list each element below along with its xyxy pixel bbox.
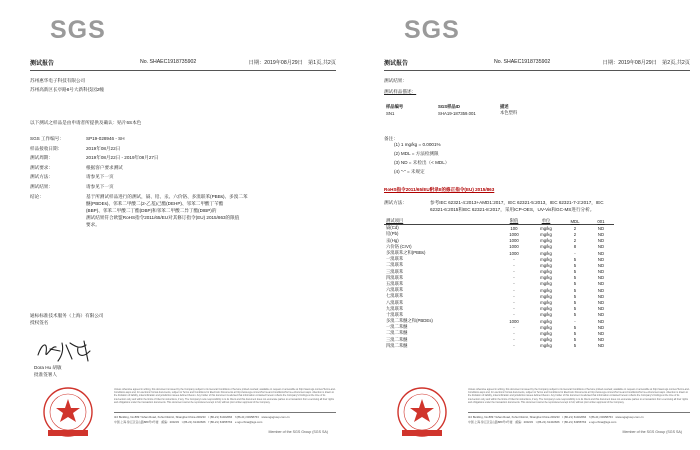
- limit-value: 1000: [509, 318, 519, 324]
- sample-no: SN1: [386, 110, 395, 116]
- result-value: ND: [597, 256, 605, 262]
- limit-value: -: [513, 269, 515, 275]
- test-item: 七溴联苯: [386, 293, 404, 299]
- report-page-1: [4, 6, 342, 446]
- limit-value: -: [513, 256, 515, 262]
- unit-value: mg/kg: [540, 250, 552, 256]
- test-item: 六价铬 (CrVI): [386, 243, 412, 249]
- inspection-stamp-icon: [34, 384, 102, 442]
- limit-value: -: [513, 281, 515, 287]
- note-item: (2) MDL = 方法检测限: [394, 151, 439, 156]
- test-item: 三溴二苯醚: [386, 336, 408, 342]
- report-number: No. SHAEC1918735902: [140, 59, 197, 65]
- mdl-value: 2: [573, 225, 577, 231]
- col-description: 描述: [500, 104, 509, 110]
- mdl-value: -: [574, 318, 576, 324]
- limit-value: 100: [510, 225, 518, 231]
- table-row: [384, 343, 614, 349]
- limit-value: -: [513, 306, 515, 312]
- result-value: ND: [597, 231, 605, 237]
- table-row: [384, 110, 519, 116]
- unit-value: mg/kg: [540, 287, 552, 293]
- page-header: [384, 58, 690, 70]
- result-value: ND: [597, 262, 605, 268]
- unit-value: mg/kg: [540, 281, 552, 287]
- mdl-value: 5: [573, 262, 577, 268]
- result-value: ND: [597, 312, 605, 318]
- note-item: (3) ND = 未检出（< MDL）: [394, 160, 450, 165]
- handwritten-signature: [34, 337, 104, 363]
- test-item: 一溴二苯醚: [386, 324, 408, 330]
- col-limit: 限值: [509, 218, 519, 224]
- unit-value: mg/kg: [540, 306, 552, 312]
- test-item: 多溴二苯醚之和(PBDEs): [386, 318, 433, 324]
- test-item: 一溴联苯: [386, 256, 404, 262]
- unit-value: mg/kg: [540, 269, 552, 275]
- col-test-item: 测试项目: [386, 218, 404, 224]
- limit-value: -: [513, 330, 515, 336]
- field-value: 2019年08月22日 - 2019年08月27日: [86, 155, 159, 160]
- unit-value: mg/kg: [540, 293, 552, 299]
- field-value: 2019年08月22日: [86, 145, 121, 151]
- limit-value: -: [513, 343, 515, 349]
- result-value: ND: [597, 275, 605, 281]
- limit-value: -: [513, 262, 515, 268]
- result-value: ND: [597, 225, 605, 231]
- unit-value: mg/kg: [540, 262, 552, 268]
- limit-value: -: [513, 293, 515, 299]
- result-value: ND: [597, 318, 605, 324]
- notes-label: 备注：: [384, 136, 398, 141]
- field-value: SP19-028946 - SH: [86, 136, 125, 141]
- col-unit: 单位: [541, 218, 551, 224]
- test-item: 汞(Hg): [386, 237, 399, 243]
- limit-value: 1000: [509, 231, 519, 237]
- result-value: ND: [597, 343, 605, 349]
- test-item: 十溴联苯: [386, 311, 404, 317]
- test-item: 四溴二苯醚: [386, 342, 408, 348]
- unit-value: mg/kg: [540, 300, 552, 306]
- field-label: 测试要求：: [30, 164, 53, 170]
- mdl-value: 5: [573, 343, 577, 349]
- report-title: 测试报告: [30, 61, 55, 67]
- result-value: ND: [597, 306, 605, 312]
- unit-value: mg/kg: [540, 225, 552, 231]
- test-item: 铅(Pb): [386, 231, 399, 237]
- test-item: 二溴二苯醚: [386, 330, 408, 336]
- conclusion-line: 要求。: [86, 222, 100, 227]
- rohs-title: RoHS指令2011/65/EU附录II的修正指令(EU) 2015/863: [384, 187, 495, 192]
- note-item: (1) 1 mg/kg = 0.0001%: [394, 142, 441, 147]
- limit-value: 1000: [509, 244, 519, 250]
- conclusion-line: (BBP)、邻苯二甲酸二丁酯(DBP)和邻苯二甲酸二异丁酯(DIBP)的: [86, 208, 217, 213]
- conclusion-label: 结论：: [30, 194, 44, 199]
- unit-value: mg/kg: [540, 324, 552, 330]
- result-value: ND: [597, 324, 605, 330]
- field-value: 请参见下一页: [86, 174, 114, 179]
- mdl-value: 5: [573, 287, 577, 293]
- sgs-logo: SGS: [50, 16, 106, 44]
- conclusion-line: 醚(PBDEs)、邻苯二甲酸二(2-乙基)己酯(DEHP)、邻苯二甲酸丁苄酯: [86, 201, 224, 206]
- mdl-value: 8: [573, 244, 577, 250]
- terms-fine-print: Unless otherwise agreed in writing, this document is issued by the Company subject to its General Conditions of Service printed overleaf, available on request or accessible at http://www.sgs.com/en/Terms-and-Conditions.aspx and, for electronic format documents, subject to Terms and Conditions for Electronic Documents at http://www.sgs.com/en/Terms-and-Conditions/Terms-e-Document.aspx. Attention is drawn to the limitation of liability, indemnification and jurisdiction issues defined therein. Any holder of this document is advised that information contained hereon reflects the Company's findings at the time of its intervention only and within the limits of Client's instructions, if any. The Company's sole responsibility is to its Client and this document does not exonerate parties to a transaction from exercising all their rights and obligations under the transaction documents. This document cannot be reproduced except in full, without prior written approval of the Company.: [114, 388, 336, 404]
- result-value: ND: [597, 287, 605, 293]
- unit-value: mg/kg: [540, 343, 552, 349]
- address-line-cn: 中国·上海·徐汇区宜山路889号3号楼 邮编：200233 t (86-21) 61402666 f (86-21) 64958763 e sgs.china@sgs.com: [468, 420, 617, 424]
- limit-value: 1000: [509, 238, 519, 244]
- address-line-en: 3rd Building, No.889 Yishan Road, Xuhui District, Shanghai China 200233 t (86-21) 61402666 f (86-21) 64958763 www.sgsgroup.com.cn: [468, 415, 644, 419]
- limit-value: -: [513, 275, 515, 281]
- report-date-page: 日期：2019年08月29日 第2页,共2页: [602, 60, 690, 66]
- test-item: 二溴联苯: [386, 262, 404, 268]
- sample-description: 本色塑料: [500, 110, 518, 116]
- test-item: 六溴联苯: [386, 287, 404, 293]
- mdl-value: 2: [573, 238, 577, 244]
- signatory-name: Dora Hu 胡敏: [34, 365, 62, 370]
- method-line: 62321-6:2015和IEC 62321-8:2017，采用ICP-OES，UV-Vis和GC-MS进行分析。: [430, 207, 595, 212]
- mdl-value: 2: [573, 231, 577, 237]
- mdl-value: 5: [573, 293, 577, 299]
- results-heading: 测试结果：: [384, 78, 407, 83]
- limit-value: -: [513, 337, 515, 343]
- company-address: 苏州高新区长亭路8号大新科技园2幢: [30, 87, 105, 92]
- sgs-sample-id: SHA19-187359.001: [438, 110, 476, 116]
- mdl-value: 5: [573, 306, 577, 312]
- method-label: 测试方法：: [384, 200, 407, 205]
- limit-value: -: [513, 300, 515, 306]
- mdl-value: 5: [573, 324, 577, 330]
- field-label: 样品接收日期：: [30, 145, 63, 151]
- field-value: 请参见下一页: [86, 183, 114, 189]
- mdl-value: 5: [573, 275, 577, 281]
- result-value: ND: [597, 293, 605, 299]
- result-value: ND: [597, 300, 605, 306]
- result-value: ND: [597, 337, 605, 343]
- report-number: No. SHAEC1918735902: [494, 59, 551, 65]
- field-label: SGS 工作编号：: [30, 136, 64, 141]
- test-item: 多溴联苯之和(PBBs): [386, 250, 426, 256]
- unit-value: mg/kg: [540, 330, 552, 336]
- test-item: 九溴联苯: [386, 305, 404, 311]
- inspection-stamp-icon: [388, 384, 456, 442]
- table-row: [384, 225, 614, 232]
- footer-rule: [114, 412, 336, 413]
- issuing-company: 通标标准技术服务（上海）有限公司: [30, 313, 104, 318]
- unit-value: mg/kg: [540, 231, 552, 237]
- result-value: ND: [597, 250, 605, 256]
- conclusion-line: 测试结果符合欧盟RoHS指令2011/65/EU对其修订指令(EU) 2015/863的限值: [86, 215, 240, 220]
- report-date-page: 日期：2019年08月29日 第1页,共2页: [248, 60, 336, 66]
- note-item: (4) "-" = 未规定: [394, 169, 425, 174]
- sgs-logo: SGS: [404, 16, 460, 44]
- mdl-value: 5: [573, 269, 577, 275]
- mdl-value: -: [574, 250, 576, 256]
- mdl-value: 5: [573, 337, 577, 343]
- rohs-results-table: [384, 218, 614, 349]
- unit-value: mg/kg: [540, 337, 552, 343]
- mdl-value: 5: [573, 256, 577, 262]
- limit-value: -: [513, 312, 515, 318]
- conclusion-line: 基于所测试样品进行的测试，镉、铅、汞、六价铬、多溴联苯(PBBs)、多溴二苯: [86, 194, 248, 199]
- footer-rule: [468, 412, 690, 413]
- col-sample-no: 样品编号: [386, 104, 404, 110]
- col-001: 001: [597, 218, 605, 224]
- unit-value: mg/kg: [540, 312, 552, 318]
- limit-value: -: [513, 287, 515, 293]
- result-value: ND: [597, 244, 605, 250]
- result-value: ND: [597, 238, 605, 244]
- limit-value: -: [513, 324, 515, 330]
- field-label: 测试周期：: [30, 155, 53, 160]
- signatory-title: 批准签署人: [34, 372, 57, 377]
- sample-description-heading: 测试样品描述：: [384, 89, 417, 94]
- result-value: ND: [597, 281, 605, 287]
- mdl-value: 5: [573, 300, 577, 306]
- col-mdl: MDL: [570, 218, 580, 224]
- header-rule: [384, 70, 690, 71]
- table-header-row: [384, 218, 614, 225]
- test-item: 镉(Cd): [386, 225, 399, 231]
- field-label: 测试方法：: [30, 174, 53, 179]
- test-item: 八溴联苯: [386, 299, 404, 305]
- mdl-value: 5: [573, 330, 577, 336]
- test-item: 四溴联苯: [386, 274, 404, 280]
- page-header: [30, 58, 336, 70]
- report-page-2: [358, 6, 696, 446]
- header-rule: [30, 70, 336, 71]
- mdl-value: 5: [573, 281, 577, 287]
- report-title: 测试报告: [384, 61, 409, 67]
- unit-value: mg/kg: [540, 318, 552, 324]
- company-name: 苏州惠华电子科技有限公司: [30, 78, 86, 83]
- member-of-sgs: Member of the SGS Group (SGS SA): [622, 430, 682, 434]
- sample-intro: 以下测试之样品是由申请者所提供及确认：贴片6S本色: [30, 120, 142, 125]
- unit-value: mg/kg: [540, 275, 552, 281]
- field-value: 根据客户要求测试: [86, 164, 123, 170]
- sample-table: [384, 104, 519, 116]
- unit-value: mg/kg: [540, 244, 552, 250]
- terms-fine-print: Unless otherwise agreed in writing, this document is issued by the Company subject to its General Conditions of Service printed overleaf, available on request or accessible at http://www.sgs.com/en/Terms-and-Conditions.aspx and, for electronic format documents, subject to Terms and Conditions for Electronic Documents at http://www.sgs.com/en/Terms-and-Conditions/Terms-e-Document.aspx. Attention is drawn to the limitation of liability, indemnification and jurisdiction issues defined therein. Any holder of this document is advised that information contained hereon reflects the Company's findings at the time of its intervention only and within the limits of Client's instructions, if any. The Company's sole responsibility is to its Client and this document does not exonerate parties to a transaction from exercising all their rights and obligations under the transaction documents. This document cannot be reproduced except in full, without prior written approval of the Company.: [468, 388, 690, 404]
- field-label: 测试结果：: [30, 183, 53, 189]
- unit-value: mg/kg: [540, 256, 552, 262]
- result-value: ND: [597, 269, 605, 275]
- mdl-value: 5: [573, 312, 577, 318]
- test-item: 五溴联苯: [386, 280, 404, 286]
- limit-value: 1000: [509, 250, 519, 256]
- unit-value: mg/kg: [540, 238, 552, 244]
- test-item: 三溴联苯: [386, 268, 404, 274]
- member-of-sgs: Member of the SGS Group (SGS SA): [268, 430, 328, 434]
- method-line: 参考IEC 62321-4:2013+AMD1:2017，IEC 62321-5:2013，IEC 62321-7-2:2017，IEC: [430, 200, 604, 205]
- result-value: ND: [597, 330, 605, 336]
- authorized-signature-label: 授权签名: [30, 320, 49, 325]
- col-sgs-id: SGS样品ID: [438, 104, 460, 110]
- address-line-en: 3rd Building, No.889 Yishan Road, Xuhui District, Shanghai China 200233 t (86-21) 61402666 f (86-21) 64958763 www.sgsgroup.com.cn: [114, 415, 290, 419]
- address-line-cn: 中国·上海·徐汇区宜山路889号3号楼 邮编：200233 t (86-21) 61402666 f (86-21) 64958763 e sgs.china@sgs.com: [114, 420, 263, 424]
